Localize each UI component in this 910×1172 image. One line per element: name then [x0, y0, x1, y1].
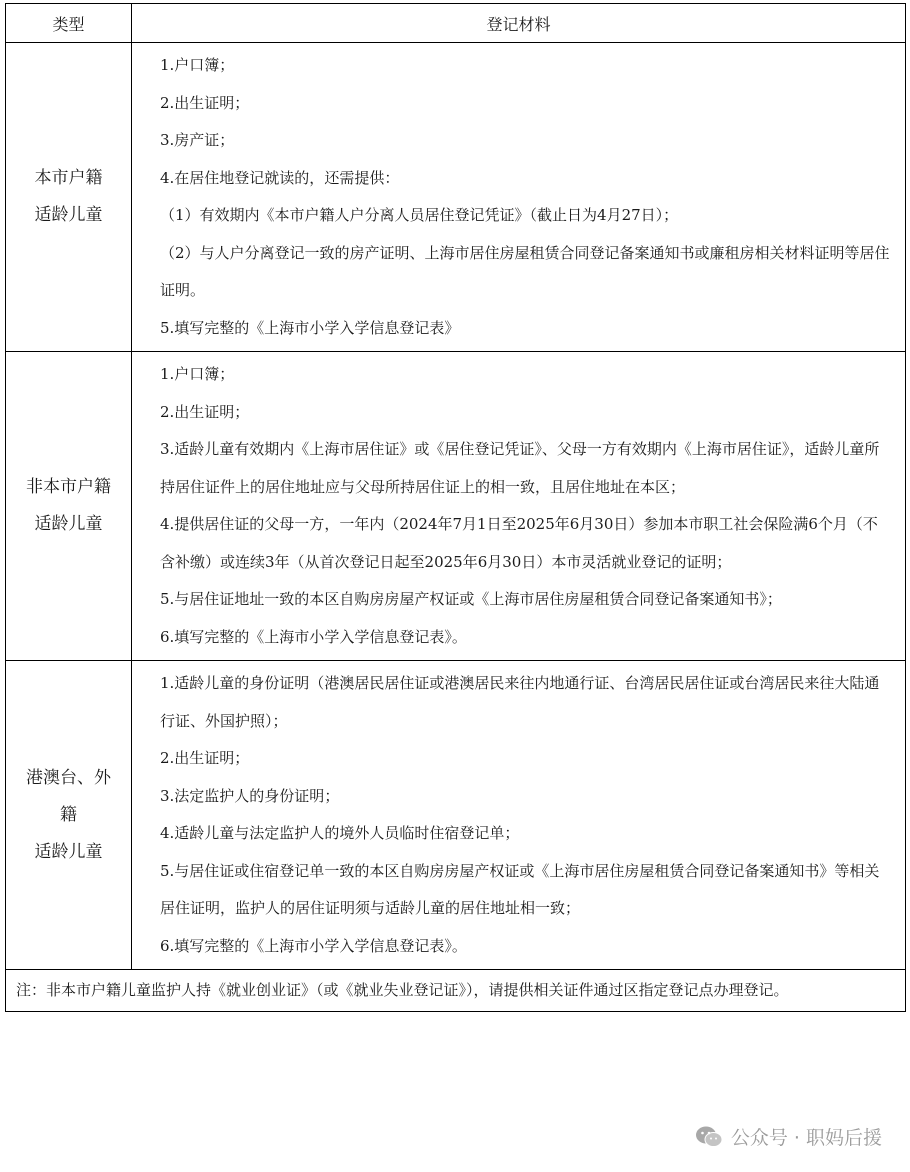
type-label-line: 适龄儿童 [34, 205, 103, 225]
material-item: 1.适龄儿童的身份证明（港澳居民居住证或港澳居民来往内地通行证、台湾居民居住证或台湾居民来往大陆通行证、外国护照）； [160, 674, 880, 730]
material-item: 1.户口簿； [160, 365, 235, 383]
header-materials: 登记材料 [132, 4, 906, 43]
type-cell [6, 43, 132, 352]
note-row [6, 970, 906, 1012]
type-label-line: 港澳台、外 [26, 767, 111, 788]
note-text: 注：非本市户籍儿童监护人持《就业创业证》（或《就业失业登记证》），请提供相关证件通过区指定登记点办理登记。 [6, 970, 906, 1012]
type-cell [6, 661, 132, 970]
material-item: 4.在居住地登记就读的，还需提供： [160, 168, 400, 187]
material-item: 1.户口簿； [160, 56, 235, 74]
watermark [695, 1123, 882, 1150]
material-item: 5.与居住证或住宿登记单一致的本区自购房房屋产权证或《上海市居住房屋租赁合同登记备案通知书》等相关居住证明，监护人的居住证明须与适龄儿童的居住地址相一致； [160, 861, 880, 917]
type-cell [6, 352, 132, 661]
material-item: （1）有效期内《本市户籍人户分离人员居住登记凭证》（截止日为4月27日）； [160, 206, 679, 224]
material-item: 2.出生证明； [160, 749, 250, 767]
materials-cell [132, 352, 906, 661]
materials-cell [132, 43, 906, 352]
row-hmt-foreign [6, 661, 906, 970]
registration-materials-table [5, 3, 906, 1012]
material-item: 4.适龄儿童与法定监护人的境外人员临时住宿登记单； [160, 824, 520, 842]
material-item: 3.法定监护人的身份证明； [160, 786, 340, 805]
material-item: 5.与居住证地址一致的本区自购房房屋产权证或《上海市居住房屋租赁合同登记备案通知书》； [160, 590, 782, 608]
material-item: 6.填写完整的《上海市小学入学信息登记表》。 [160, 936, 467, 955]
type-label-line: 适龄儿童 [34, 841, 103, 862]
type-label-line: 非本市户籍 [26, 477, 111, 497]
material-item: （2）与人户分离登记一致的房产证明、上海市居住房屋租赁合同登记备案通知书或廉租房相关材料证明等居住证明。 [160, 243, 890, 299]
material-item: 3.房产证； [160, 131, 235, 149]
row-local-hukou [6, 43, 906, 352]
material-item: 6.填写完整的《上海市小学入学信息登记表》。 [160, 627, 467, 646]
wechat-icon [695, 1125, 723, 1149]
type-label-line: 本市户籍 [34, 168, 103, 188]
header-type: 类型 [6, 4, 132, 43]
materials-cell [132, 661, 906, 970]
material-item: 5.填写完整的《上海市小学入学信息登记表》 [160, 318, 460, 337]
row-non-local-hukou [6, 352, 906, 661]
material-item: 2.出生证明； [160, 402, 250, 421]
table-header-row [6, 4, 906, 43]
material-item: 2.出生证明； [160, 93, 250, 112]
type-label-line: 籍 [60, 804, 77, 825]
material-item: 4.提供居住证的父母一方，一年内（2024年7月1日至2025年6月30日）参加本市职工社会保险满6个月（不含补缴）或连续3年（从首次登记日起至2025年6月30日）本市灵活就业登记的证明； [160, 515, 878, 571]
watermark-text: 公众号 · 职妈后援 [730, 1127, 882, 1149]
material-item: 3.适龄儿童有效期内《上海市居住证》或《居住登记凭证》、父母一方有效期内《上海市居住证》，适龄儿童所持居住证件上的居住地址应与父母所持居住证上的相一致，且居住地址在本区； [160, 440, 880, 496]
type-label-line: 适龄儿童 [34, 514, 103, 534]
